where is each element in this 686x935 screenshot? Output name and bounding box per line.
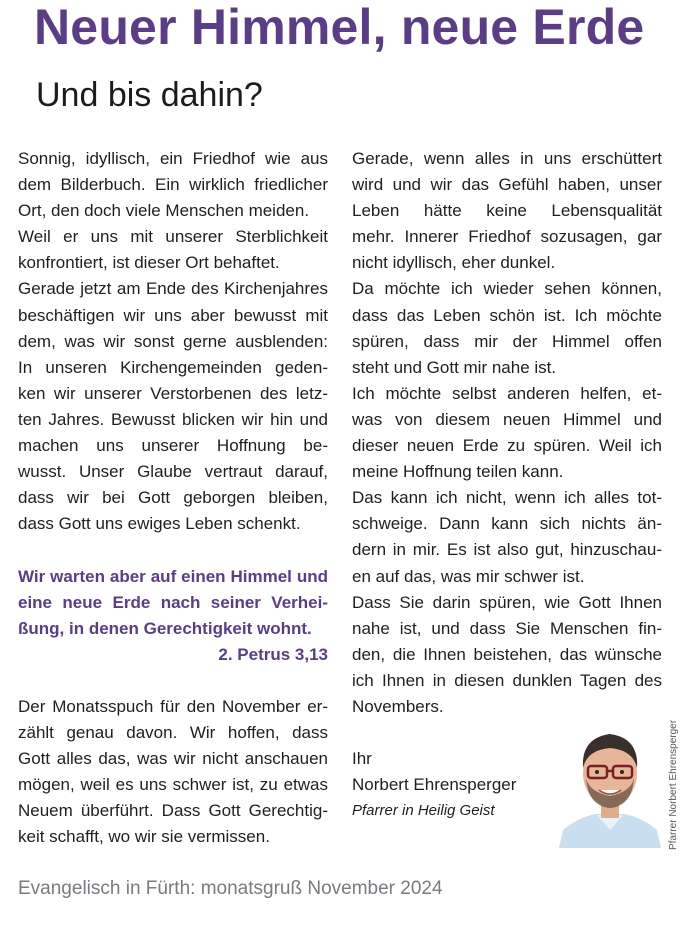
text-line: spüren, dass mir der Himmel offen [352,331,662,351]
text-line: dass das Leben schön ist. Ich möchte [352,305,662,325]
page-title: Neuer Himmel, neue Erde [34,0,645,55]
paragraph [18,276,328,537]
quote-line: Wir warten aber auf einen Himmel und [18,566,328,586]
text-line: Ich möchte selbst anderen helfen, et- [352,383,662,403]
author-name: Norbert Ehrensperger [352,775,517,795]
text-line: Weil er uns mit unserer Sterblichkeit [18,227,328,247]
paragraph [352,381,662,485]
quote-reference: 2. Petrus 3,13 [218,644,328,664]
text-line: schweige. Dann kann sich nichts än- [352,514,662,534]
footer-source: Evangelisch in Fürth: monatsgruß November 2024 [18,878,443,899]
text-line: keit schafft, wo wir sie vermissen. [18,827,270,847]
photo-credit: Pfarrer Norbert Ehrensperger [668,719,679,850]
text-line: Da möchte ich wieder sehen können, [352,279,662,299]
text-line: steht und Gott mir nahe ist. [352,357,557,377]
text-line: In unseren Kirchengemeinden geden- [18,357,328,377]
text-line: konfrontiert, ist dieser Ort behaftet. [18,253,280,273]
text-line: dem, was wir sonst gerne ausblenden: [18,331,328,351]
text-line: Ort, den doch viele Menschen meiden. [18,201,310,221]
text-line: nicht idyllisch, eher dunkel. [352,253,556,273]
text-line: ken wir unserer Verstorbenen des letz- [18,383,328,403]
text-line: den, die Ihnen beistehen, das wünsche [352,644,662,664]
author-role: Pfarrer in Heilig Geist [352,802,495,820]
text-line: wird und wir das Gefühl haben, unser [352,175,662,195]
text-line: ten Jahres. Bewusst blicken wir hin und [18,409,328,429]
text-line: was von diesem neuen Himmel und [352,409,662,429]
text-line: Leben hätte keine Lebensqualität [352,201,662,221]
text-line: mehr. Innerer Friedhof sozusagen, gar [352,227,662,247]
text-line: Der Monatsspuch für den November er- [18,696,328,716]
text-line: Novembers. [352,696,444,716]
text-line: meine Hoffnung teilen kann. [352,462,564,482]
text-line: Gott alles das, was wir nicht anschauen [18,749,328,769]
paragraph [352,276,662,380]
text-line: beschäftigen wir uns aber bewusst mit [18,305,328,325]
text-line: Dass Sie darin spüren, wie Gott Ihnen [352,592,662,612]
text-line: mögen, weil es uns schwer ist, zu etwas [18,775,328,795]
text-line: dem Bilderbuch. Ein wirklich friedlicher [18,175,328,195]
paragraph [18,224,328,276]
text-line: Neuem überführt. Dass Gott Gerechtig- [18,801,328,821]
quote-line: ßung, in denen Gerechtigkeit wohnt. [18,618,312,638]
text-line: machen uns unserer Hoffnung be- [18,436,328,456]
text-line: nahe ist, und dass Sie Menschen fin- [352,618,662,638]
text-line: wusst. Unser Glaube vertraut darauf, [18,462,328,482]
author-portrait [557,718,663,848]
paragraph [352,485,662,589]
signoff: Ihr [352,749,372,769]
paragraph [18,694,328,851]
text-line: dass wir bei Gott geborgen bleiben, [18,488,328,508]
paragraph [18,146,328,224]
text-line: Sonnig, idyllisch, ein Friedhof wie aus [18,149,328,168]
text-line: ich Ihnen in diesen dunklen Tagen des [352,670,662,690]
text-line: Gerade, wenn alles in uns erschüttert [352,149,662,168]
quote-line: eine neue Erde nach seiner Verhei- [18,592,328,612]
text-line: Das kann ich nicht, wenn ich alles tot- [352,488,662,508]
text-line: Gerade jetzt am Ende des Kirchenjahres [18,279,328,299]
text-line: dieser neuen Erde zu spüren. Weil ich [352,436,662,456]
text-line: dern in mir. Es ist also gut, hinzuschau- [352,540,662,560]
paragraph [352,146,662,276]
paragraph [352,590,662,720]
left-column [18,146,328,851]
page-subtitle: Und bis dahin? [36,76,263,114]
text-line: zählt genau davon. Wir hoffen, dass [18,723,328,743]
text-line: en auf das, was mir schwer ist. [352,566,585,586]
bible-quote [18,564,328,668]
text-line: dass Gott uns ewiges Leben schenkt. [18,514,301,534]
